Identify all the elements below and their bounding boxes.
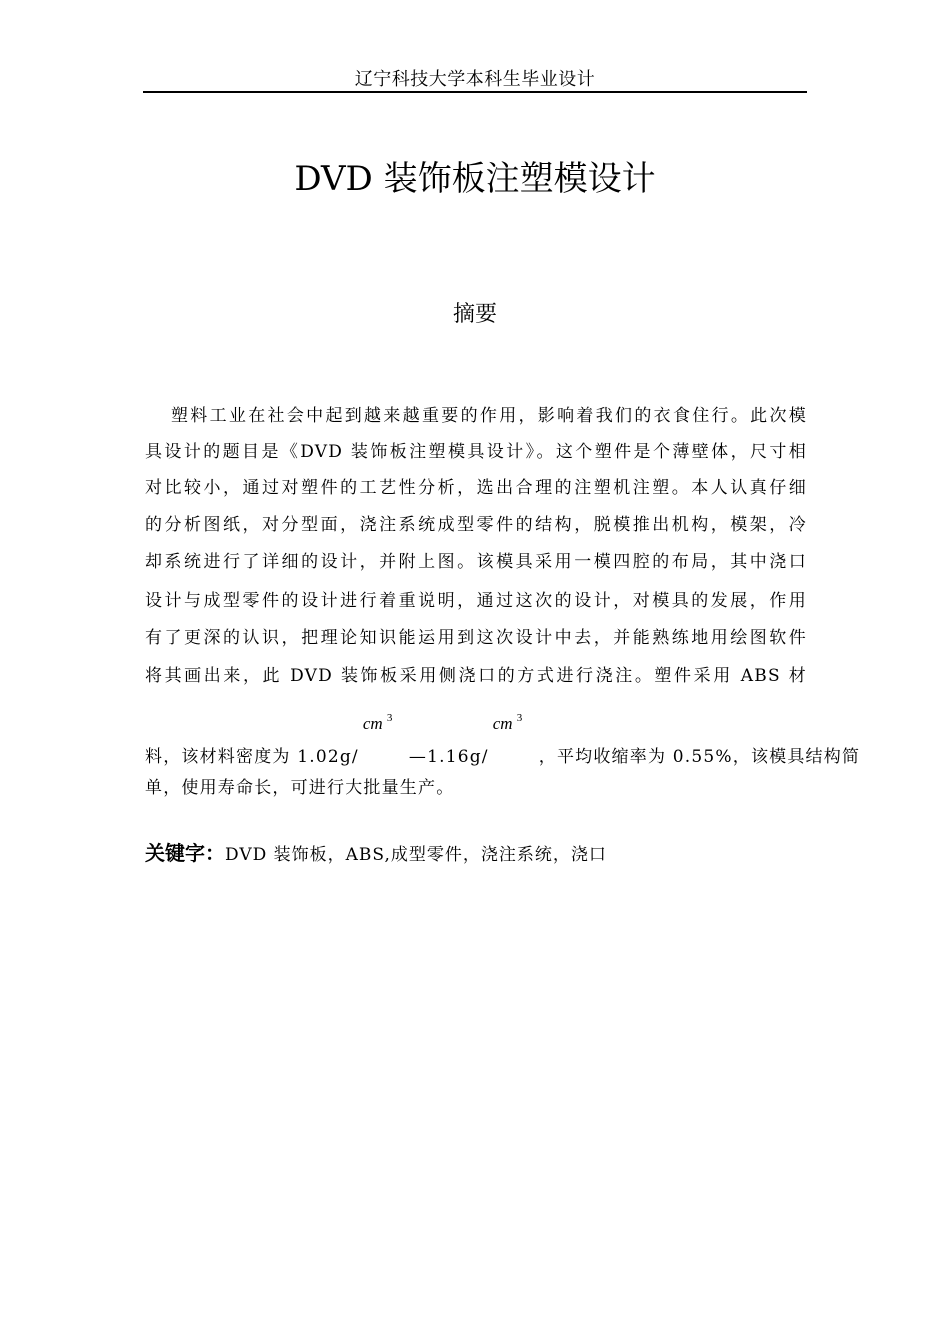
paper-title: DVD 装饰板注塑模设计: [294, 159, 656, 199]
abstract-line: 有了更深的认识，把理论知识能运用到这次设计中去，并能熟练地用绘图软件: [145, 628, 807, 648]
abstract-line: 单，使用寿命长，可进行大批量生产。: [145, 778, 455, 798]
density-text-part2: —1.16g/: [408, 747, 489, 767]
keywords-text: DVD 装饰板，ABS,成型零件，浇注系统，浇口: [225, 845, 607, 865]
abstract-line: 却系统进行了详细的设计，并附上图。该模具采用一模四腔的布局，其中浇口: [145, 552, 807, 572]
abstract-density-line: [145, 712, 861, 771]
abstract-line: 的分析图纸，对分型面，浇注系统成型零件的结构，脱模推出机构，模架，冷: [145, 515, 807, 535]
abstract-heading: 摘要: [452, 302, 497, 327]
density-text-part3: ，平均收缩率为 0.55%，该模具结构简: [538, 747, 861, 767]
abstract-line: 对比较小，通过对塑件的工艺性分析，选出合理的注塑机注塑。本人认真仔细: [145, 478, 807, 498]
abstract-line: 将其画出来，此 DVD 装饰板采用侧浇口的方式进行浇注。塑件采用 ABS 材: [145, 666, 807, 686]
keywords: [145, 838, 807, 870]
unit-exponent: 3: [516, 712, 523, 724]
unit-cm: cm: [362, 714, 383, 733]
abstract-line: 塑料工业在社会中起到越来越重要的作用，影响着我们的衣食住行。此次模: [171, 406, 807, 426]
abstract-line: 设计与成型零件的设计进行着重说明，通过这次的设计，对模具的发展，作用: [145, 591, 807, 611]
abstract-line: 具设计的题目是《DVD 装饰板注塑模具设计》。这个塑件是个薄壁体，尺寸相: [145, 442, 807, 462]
density-text-part1: 料，该材料密度为 1.02g/: [145, 747, 359, 767]
unit-cm: cm: [492, 714, 513, 733]
density-unit: [359, 712, 409, 762]
unit-exponent: 3: [386, 712, 393, 724]
density-unit: [489, 712, 539, 762]
running-header: 辽宁科技大学本科生毕业设计: [354, 69, 596, 90]
header-rule: [143, 91, 807, 93]
keywords-label: 关键字：: [145, 841, 225, 865]
